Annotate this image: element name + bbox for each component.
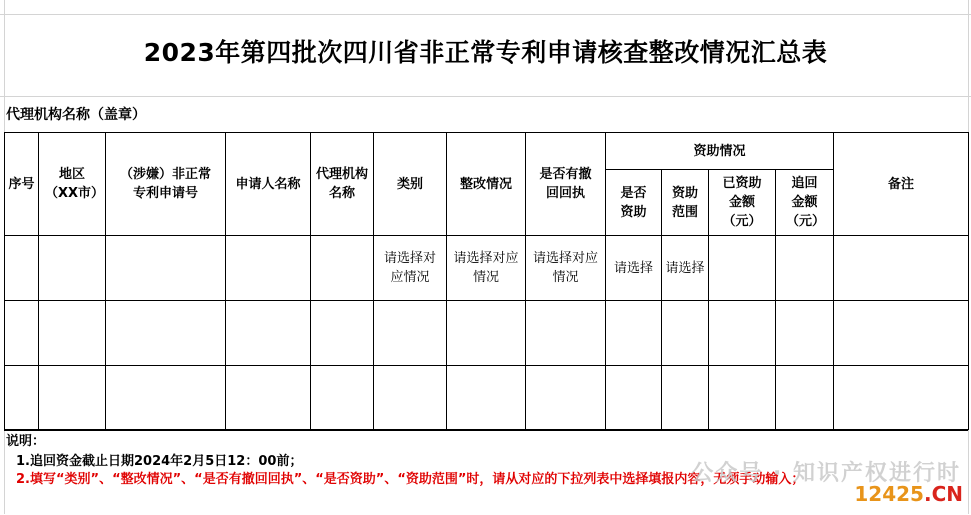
- cell[interactable]: [311, 366, 374, 430]
- header-seq[interactable]: [5, 133, 39, 236]
- cell[interactable]: [834, 366, 969, 430]
- cell[interactable]: [776, 236, 834, 301]
- sheet-gridline: [0, 14, 971, 15]
- cell[interactable]: [311, 236, 374, 301]
- cell[interactable]: [709, 236, 776, 301]
- header-category[interactable]: [374, 133, 447, 236]
- table-row: [5, 366, 969, 430]
- cell[interactable]: [834, 236, 969, 301]
- cell[interactable]: [447, 366, 526, 430]
- cell[interactable]: [709, 366, 776, 430]
- watermark-text: 公众号 · 知识产权进行时: [691, 461, 961, 486]
- cell[interactable]: [662, 301, 709, 366]
- notes-heading: 说明：: [6, 434, 46, 449]
- header-withdrawn[interactable]: [526, 133, 606, 236]
- rectification-select-cell[interactable]: [447, 236, 526, 301]
- header-funded-amount-text: 已资助金额（元）: [722, 176, 762, 229]
- cell[interactable]: [606, 301, 662, 366]
- cell[interactable]: [226, 236, 311, 301]
- cell[interactable]: [39, 236, 106, 301]
- cell[interactable]: [776, 301, 834, 366]
- page-title: 2023年第四批次四川省非正常专利申请核查整改情况汇总表: [143, 38, 828, 67]
- cell[interactable]: [709, 301, 776, 366]
- watermark-badge: [854, 482, 963, 506]
- cell[interactable]: [226, 301, 311, 366]
- cell[interactable]: [39, 366, 106, 430]
- sheet-gridline: [0, 96, 971, 97]
- header-recovered-amount-text: 追回金额（元）: [786, 176, 826, 229]
- header-region[interactable]: [39, 133, 106, 236]
- cell[interactable]: [447, 301, 526, 366]
- header-patent-no[interactable]: [106, 133, 226, 236]
- cell[interactable]: [526, 366, 606, 430]
- note-line-2: 2.填写“类别”、“整改情况”、“是否有撤回回执”、“是否资助”、“资助范围”时，请从对应的下拉列表中选择填报内容，无须手动输入；: [16, 472, 805, 487]
- watermark-badge-number: 12425: [854, 482, 924, 506]
- cell[interactable]: [606, 366, 662, 430]
- header-region-text: 地区（XX市）: [45, 167, 105, 201]
- summary-table: [4, 132, 969, 430]
- cell[interactable]: [226, 366, 311, 430]
- header-seq-text: 序号: [8, 176, 35, 192]
- cell[interactable]: [5, 301, 39, 366]
- table-row: [5, 301, 969, 366]
- cell[interactable]: [776, 366, 834, 430]
- header-funding-text: 资助情况: [693, 143, 746, 159]
- cell[interactable]: [106, 236, 226, 301]
- cell[interactable]: [662, 366, 709, 430]
- funding-scope-select-value: 请选择: [665, 260, 705, 276]
- category-select-value: 请选择对应情况: [383, 251, 436, 285]
- withdrawn-select-value: 请选择对应情况: [532, 251, 598, 285]
- cell[interactable]: [374, 301, 447, 366]
- cell[interactable]: [106, 366, 226, 430]
- header-recovered-amount[interactable]: [776, 170, 834, 236]
- header-rectification[interactable]: [447, 133, 526, 236]
- cell[interactable]: [5, 366, 39, 430]
- table-row: [5, 236, 969, 301]
- agency-name-label: 代理机构名称（盖章）: [6, 107, 146, 123]
- funded-select-value: 请选择: [613, 260, 653, 276]
- header-funded-text: 是否资助: [620, 185, 647, 220]
- header-applicant-text: 申请人名称: [235, 176, 301, 192]
- header-funding[interactable]: [606, 133, 834, 170]
- withdrawn-select-cell[interactable]: [526, 236, 606, 301]
- cell[interactable]: [39, 301, 106, 366]
- cell[interactable]: [374, 366, 447, 430]
- header-rectification-text: 整改情况: [459, 176, 512, 192]
- header-funded[interactable]: [606, 170, 662, 236]
- cell[interactable]: [311, 301, 374, 366]
- header-funding-scope-text: 资助范围: [671, 185, 698, 220]
- cell[interactable]: [106, 301, 226, 366]
- category-select-cell[interactable]: [374, 236, 447, 301]
- header-patent-no-text: （涉嫌）非正常专利申请号: [119, 167, 211, 201]
- header-funded-amount[interactable]: [709, 170, 776, 236]
- cell[interactable]: [5, 236, 39, 301]
- note-line-1: 1.追回资金截止日期2024年2月5日12：00前；: [16, 454, 303, 469]
- funding-scope-select-cell[interactable]: [662, 236, 709, 301]
- header-funding-scope[interactable]: [662, 170, 709, 236]
- header-agency[interactable]: [311, 133, 374, 236]
- watermark-badge-suffix: .CN: [923, 482, 963, 506]
- header-remarks[interactable]: [834, 133, 969, 236]
- cell[interactable]: [834, 301, 969, 366]
- rectification-select-value: 请选择对应情况: [453, 251, 519, 285]
- header-applicant[interactable]: [226, 133, 311, 236]
- header-category-text: 类别: [396, 176, 423, 192]
- cell[interactable]: [526, 301, 606, 366]
- header-withdrawn-text: 是否有撤回回执: [539, 167, 592, 201]
- funded-select-cell[interactable]: [606, 236, 662, 301]
- header-agency-text: 代理机构名称: [315, 167, 368, 201]
- header-remarks-text: 备注: [888, 176, 915, 192]
